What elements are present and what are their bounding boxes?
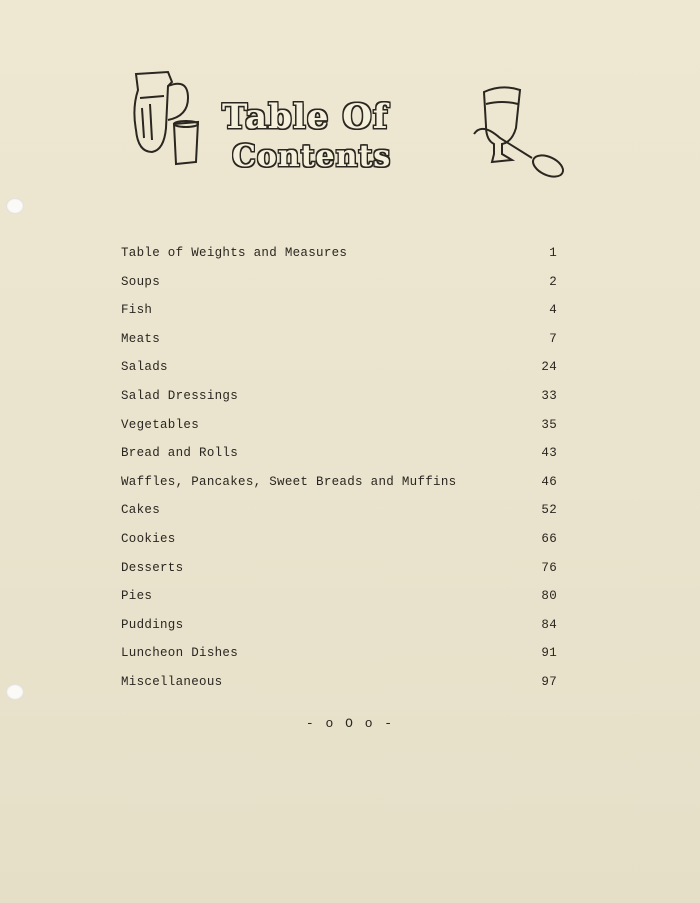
toc-entry-page: 91 bbox=[541, 646, 557, 661]
punch-hole bbox=[6, 198, 24, 214]
toc-entry-page: 52 bbox=[541, 503, 557, 518]
toc-entry-title: Pies bbox=[121, 589, 153, 604]
toc-entry-page: 43 bbox=[541, 446, 557, 461]
toc-entry-page: 2 bbox=[549, 274, 557, 289]
toc-entry-title: Salad Dressings bbox=[121, 388, 239, 403]
pitcher-and-glass-icon bbox=[128, 68, 208, 168]
toc-entry-title: Cookies bbox=[121, 531, 176, 546]
toc-entry-title: Meats bbox=[121, 331, 161, 346]
toc-entry bbox=[121, 273, 561, 302]
toc-entry-page: 1 bbox=[549, 246, 557, 260]
toc-entry bbox=[121, 416, 561, 445]
toc-entry-title: Puddings bbox=[121, 617, 184, 632]
toc-entry-title: Cakes bbox=[121, 503, 161, 518]
toc-entry-page: 84 bbox=[541, 617, 557, 632]
toc-entry-page: 7 bbox=[549, 331, 557, 346]
toc-entry-title: Waffles, Pancakes, Sweet Breads and Muffins bbox=[121, 474, 457, 489]
footer-ornament: - o O o - bbox=[305, 716, 395, 731]
toc-entry-title: Desserts bbox=[121, 560, 184, 575]
title-line-1: Table Of bbox=[222, 97, 389, 137]
goblet-and-spoon-icon bbox=[472, 82, 568, 182]
toc-entry bbox=[121, 673, 561, 702]
page-title bbox=[222, 96, 472, 176]
toc-entry-title: Fish bbox=[121, 303, 153, 318]
toc-entry bbox=[121, 330, 561, 359]
toc-entry-page: 46 bbox=[541, 474, 557, 489]
toc-entry-page: 80 bbox=[541, 589, 557, 604]
toc-entry-page: 33 bbox=[541, 388, 557, 403]
toc-entry-page: 35 bbox=[541, 417, 557, 432]
toc-entry bbox=[121, 644, 561, 673]
toc-entry bbox=[121, 473, 561, 502]
toc-entry bbox=[121, 501, 561, 530]
toc-entry bbox=[121, 358, 561, 387]
toc-entry bbox=[121, 530, 561, 559]
toc-entry-title: Soups bbox=[121, 274, 161, 289]
toc-entry bbox=[121, 559, 561, 588]
table-of-contents bbox=[121, 244, 561, 702]
toc-entry bbox=[121, 444, 561, 473]
toc-entry bbox=[121, 301, 561, 330]
toc-entry-title: Bread and Rolls bbox=[121, 446, 239, 461]
toc-entry-title: Vegetables bbox=[121, 417, 200, 432]
toc-entry bbox=[121, 587, 561, 616]
toc-entry-page: 4 bbox=[549, 303, 557, 318]
toc-entry-title: Table of Weights and Measures bbox=[121, 246, 348, 260]
punch-hole bbox=[6, 684, 24, 700]
toc-entry-title: Salads bbox=[121, 360, 168, 375]
toc-entry-title: Luncheon Dishes bbox=[121, 646, 239, 661]
toc-entry-page: 97 bbox=[541, 674, 557, 689]
toc-entry-title: Miscellaneous bbox=[121, 674, 223, 689]
toc-entry-page: 66 bbox=[541, 531, 557, 546]
toc-entry-page: 24 bbox=[541, 360, 557, 375]
toc-entry bbox=[121, 616, 561, 645]
toc-entry-page: 76 bbox=[541, 560, 557, 575]
toc-entry bbox=[121, 387, 561, 416]
page-header bbox=[0, 0, 700, 200]
title-line-2: Contents bbox=[232, 139, 392, 174]
toc-entry bbox=[121, 244, 561, 273]
